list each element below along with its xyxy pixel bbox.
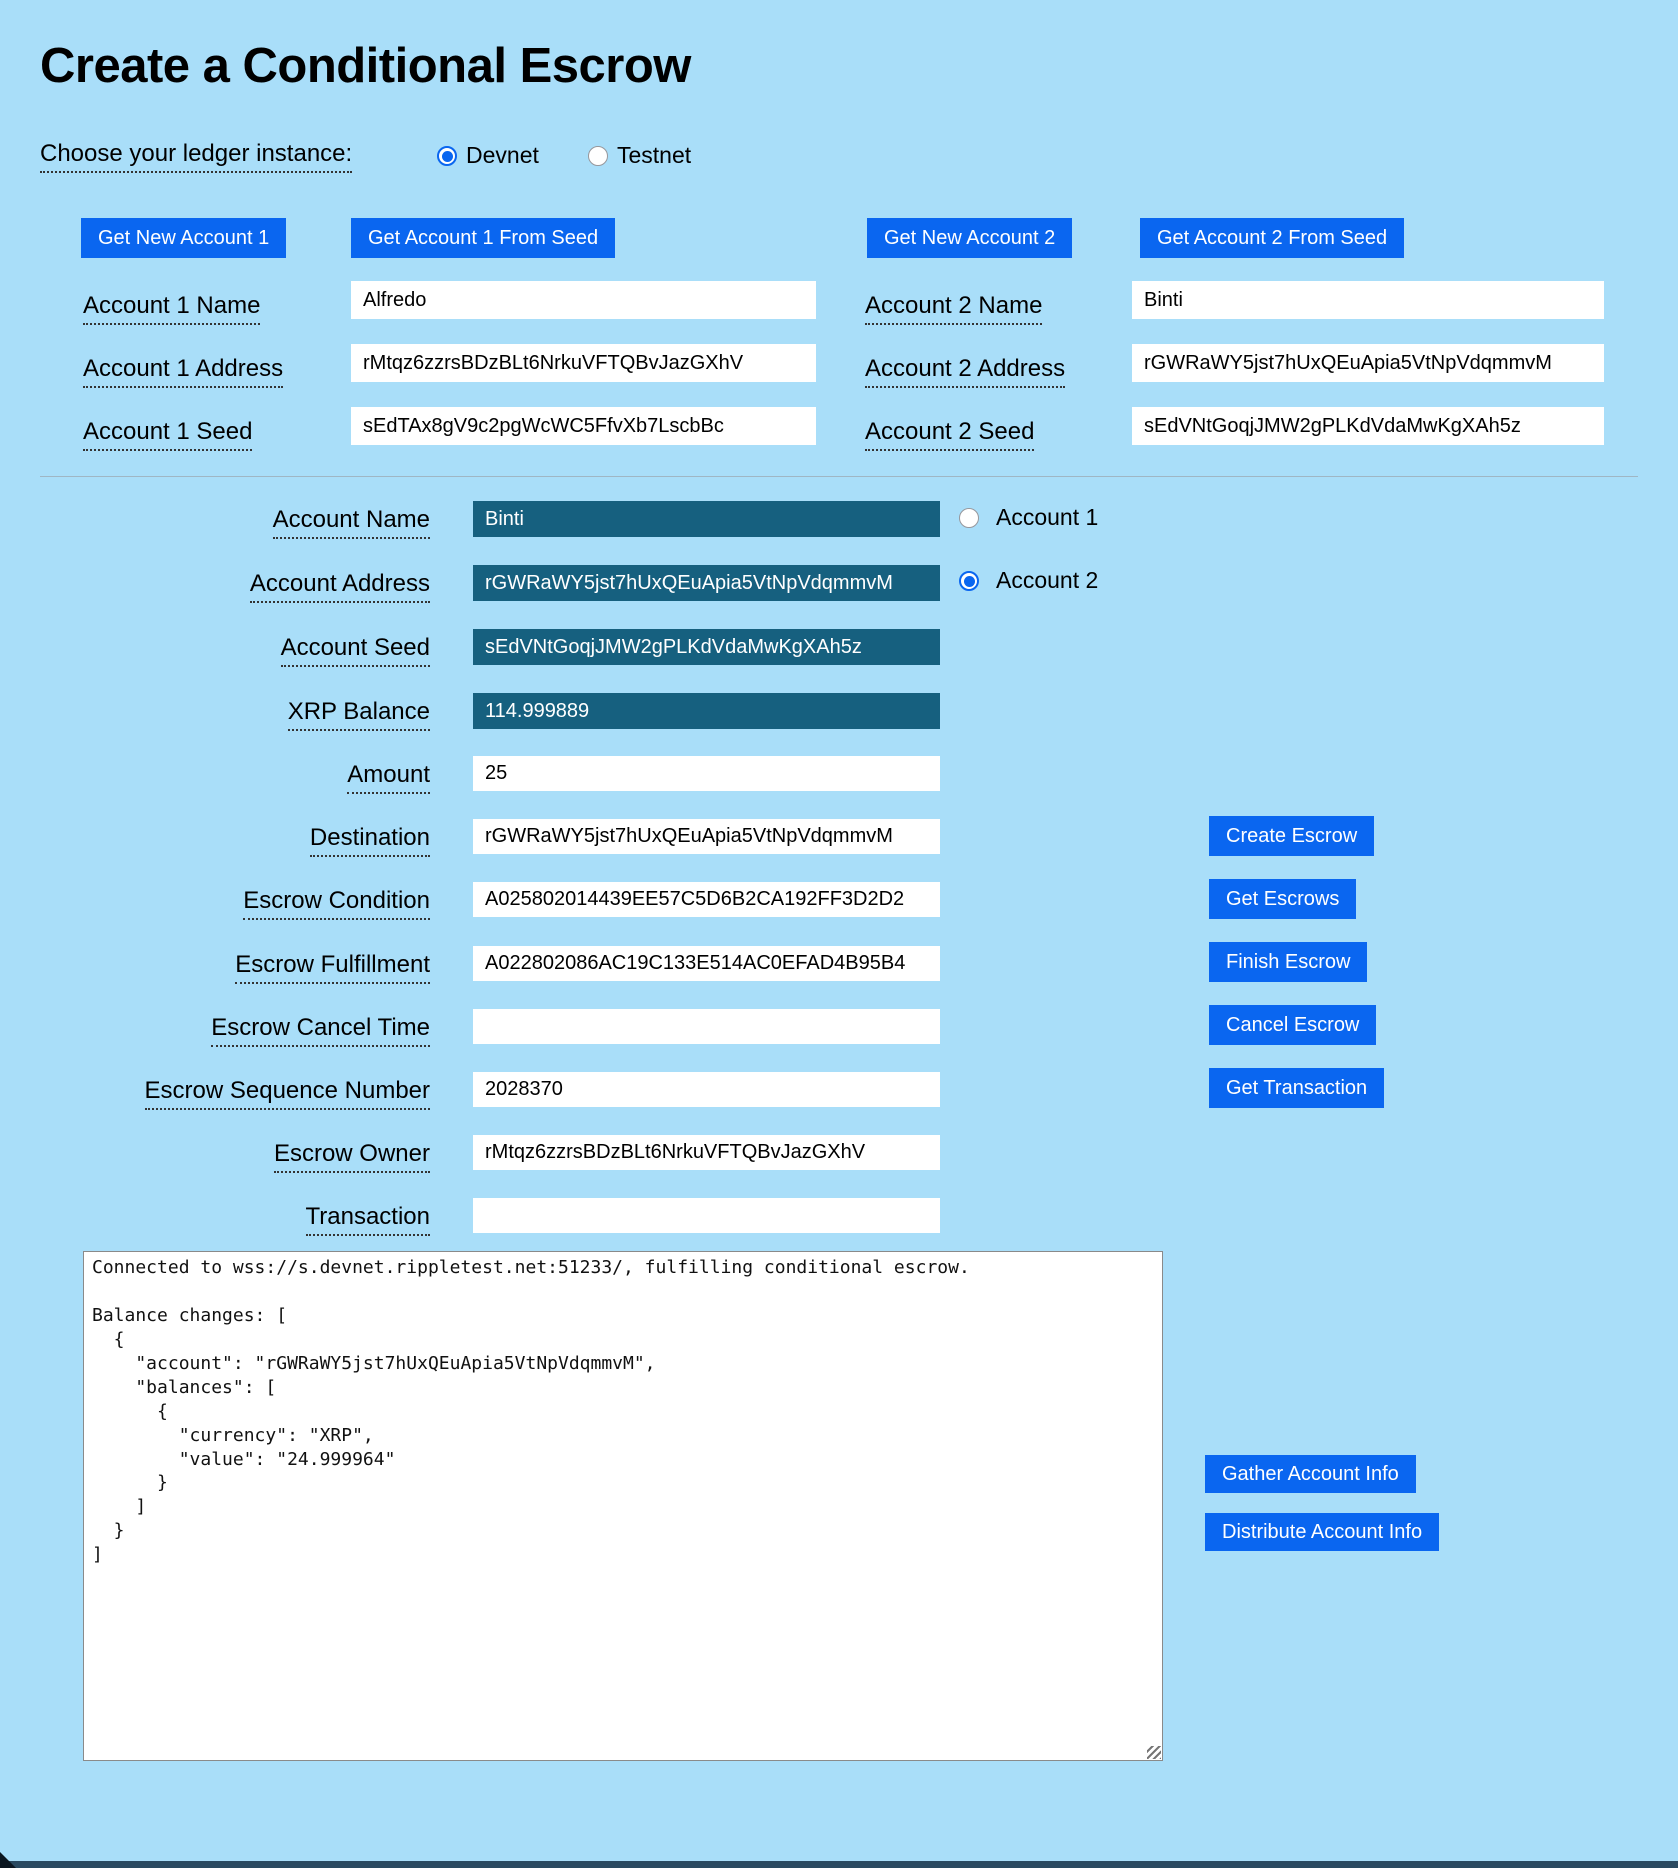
escrow-condition-input[interactable] <box>473 882 940 917</box>
account-name-label: Account Name <box>273 506 430 539</box>
account-address-input[interactable] <box>473 565 940 601</box>
account-1-radio[interactable] <box>959 508 979 528</box>
gather-account-info-button[interactable]: Gather Account Info <box>1205 1455 1416 1493</box>
account-2-seed-input[interactable] <box>1132 407 1604 445</box>
destination-input[interactable] <box>473 819 940 854</box>
escrow-owner-label: Escrow Owner <box>274 1140 430 1173</box>
transaction-input[interactable] <box>473 1198 940 1233</box>
account-2-radio-label[interactable]: Account 2 <box>996 567 1099 593</box>
get-transaction-button[interactable]: Get Transaction <box>1209 1068 1384 1108</box>
xrp-balance-input[interactable] <box>473 693 940 729</box>
account-1-seed-label: Account 1 Seed <box>83 418 252 451</box>
resize-handle-icon[interactable] <box>1147 1746 1161 1759</box>
account-name-input[interactable] <box>473 501 940 537</box>
section-divider <box>40 476 1638 477</box>
get-new-account-2-button[interactable]: Get New Account 2 <box>867 218 1072 258</box>
account-1-seed-input[interactable] <box>351 407 816 445</box>
account-seed-input[interactable] <box>473 629 940 665</box>
account-address-label: Account Address <box>250 570 430 603</box>
create-escrow-button[interactable]: Create Escrow <box>1209 816 1374 856</box>
escrow-cancel-time-input[interactable] <box>473 1009 940 1044</box>
xrp-balance-label: XRP Balance <box>288 698 430 731</box>
testnet-radio-label[interactable]: Testnet <box>617 142 692 168</box>
cancel-escrow-button[interactable]: Cancel Escrow <box>1209 1005 1376 1045</box>
escrow-sequence-number-label: Escrow Sequence Number <box>145 1077 430 1110</box>
amount-input[interactable] <box>473 756 940 791</box>
account-1-name-label: Account 1 Name <box>83 292 260 325</box>
account-2-name-input[interactable] <box>1132 281 1604 319</box>
escrow-fulfillment-label: Escrow Fulfillment <box>235 951 430 984</box>
devnet-radio-label[interactable]: Devnet <box>466 142 539 168</box>
account-2-seed-label: Account 2 Seed <box>865 418 1034 451</box>
escrow-fulfillment-input[interactable] <box>473 946 940 981</box>
account-1-radio-label[interactable]: Account 1 <box>996 504 1099 530</box>
account-seed-label: Account Seed <box>281 634 430 667</box>
amount-label: Amount <box>347 761 430 794</box>
account-1-name-input[interactable] <box>351 281 816 319</box>
distribute-account-info-button[interactable]: Distribute Account Info <box>1205 1513 1439 1551</box>
escrow-cancel-time-label: Escrow Cancel Time <box>211 1014 430 1047</box>
finish-escrow-button[interactable]: Finish Escrow <box>1209 942 1367 982</box>
testnet-radio[interactable] <box>588 146 608 166</box>
results-textarea[interactable] <box>83 1251 1163 1761</box>
account-1-address-label: Account 1 Address <box>83 355 283 388</box>
devnet-radio[interactable] <box>437 146 457 166</box>
bottom-left-corner-wedge <box>0 1852 16 1868</box>
escrow-condition-label: Escrow Condition <box>243 887 430 920</box>
page-title: Create a Conditional Escrow <box>40 39 691 93</box>
ledger-instance-label: Choose your ledger instance: <box>40 140 352 173</box>
get-new-account-1-button[interactable]: Get New Account 1 <box>81 218 286 258</box>
get-escrows-button[interactable]: Get Escrows <box>1209 879 1356 919</box>
bottom-edge-bar <box>0 1861 1678 1868</box>
account-1-address-input[interactable] <box>351 344 816 382</box>
escrow-sequence-number-input[interactable] <box>473 1072 940 1107</box>
get-account-2-from-seed-button[interactable]: Get Account 2 From Seed <box>1140 218 1404 258</box>
destination-label: Destination <box>310 824 430 857</box>
get-account-1-from-seed-button[interactable]: Get Account 1 From Seed <box>351 218 615 258</box>
account-2-radio[interactable] <box>959 571 979 591</box>
transaction-label: Transaction <box>306 1203 431 1236</box>
escrow-owner-input[interactable] <box>473 1135 940 1170</box>
account-2-name-label: Account 2 Name <box>865 292 1042 325</box>
account-2-address-label: Account 2 Address <box>865 355 1065 388</box>
account-2-address-input[interactable] <box>1132 344 1604 382</box>
